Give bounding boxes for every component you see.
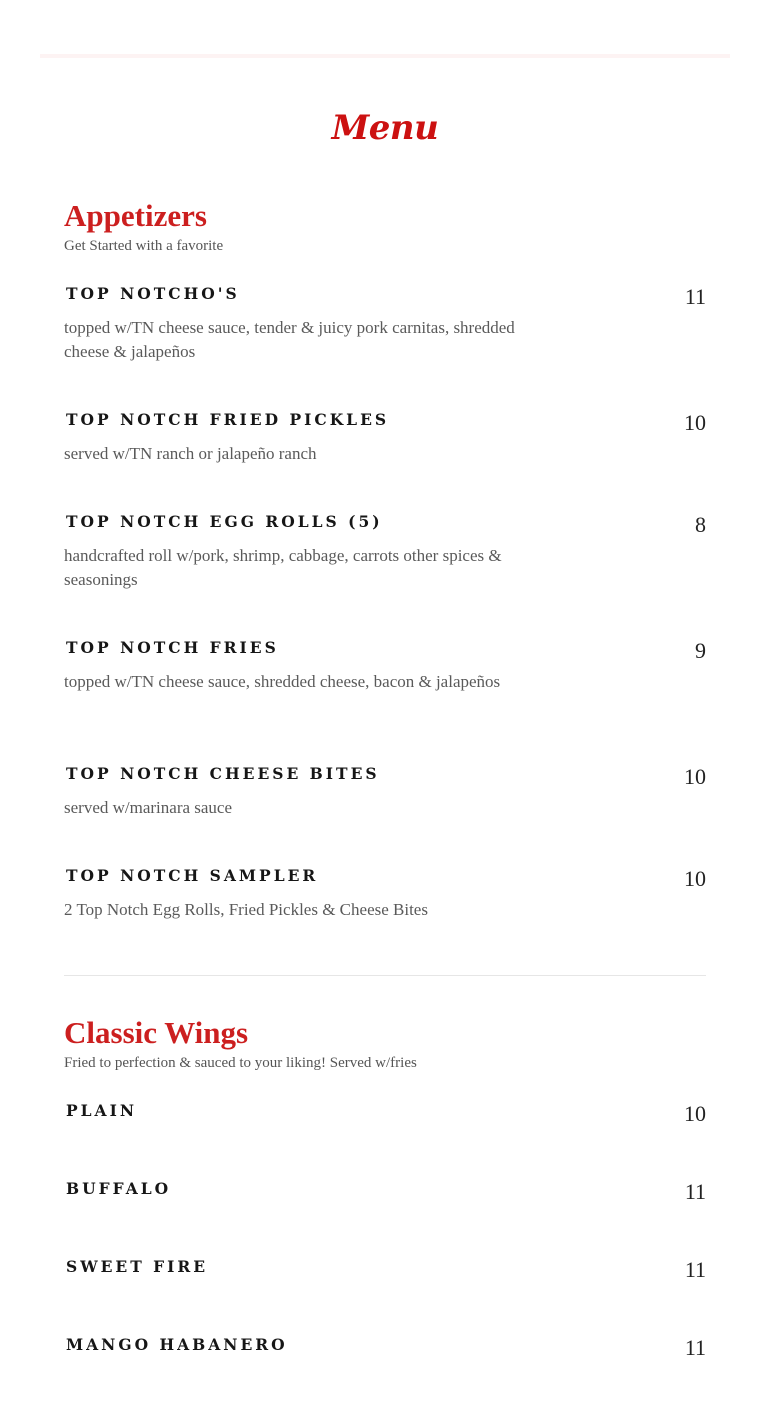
item-description: served w/marinara sauce [64, 798, 233, 817]
item-price: 11 [684, 1179, 706, 1204]
item-price: 9 [695, 638, 706, 663]
item-name: TOP NOTCH FRIES [66, 638, 279, 657]
item-name: TOP NOTCH EGG ROLLS (5) [66, 512, 383, 531]
item-description: topped w/TN cheese sauce, shredded cheese, bacon & jalapeños [64, 672, 501, 691]
item-price: 11 [684, 284, 706, 309]
section-title-appetizers: Appetizers [64, 198, 207, 233]
item-name: MANGO HABANERO [66, 1335, 288, 1354]
item-price: 11 [684, 1335, 706, 1360]
top-divider [40, 54, 730, 58]
item-name: PLAIN [66, 1101, 137, 1120]
section-subtitle-appetizers: Get Started with a favorite [64, 238, 224, 254]
item-description: served w/TN ranch or jalapeño ranch [64, 444, 317, 463]
item-name: BUFFALO [66, 1179, 172, 1198]
item-name: TOP NOTCH CHEESE BITES [66, 764, 380, 783]
item-name: SWEET FIRE [66, 1257, 209, 1276]
item-price: 10 [684, 410, 706, 435]
item-description: handcrafted roll w/pork, shrimp, cabbage, carrots other spices & seasonings [64, 546, 502, 589]
section-subtitle-wings: Fried to perfection & sauced to your liking! Served w/fries [64, 1055, 417, 1071]
section-divider [64, 975, 706, 976]
item-price: 10 [684, 1101, 706, 1126]
item-price: 10 [684, 866, 706, 891]
item-price: 11 [684, 1257, 706, 1282]
section-title-wings: Classic Wings [64, 1015, 249, 1050]
appetizers-section [64, 198, 706, 255]
item-name: TOP NOTCHO'S [66, 284, 240, 303]
item-description: 2 Top Notch Egg Rolls, Fried Pickles & Cheese Bites [64, 900, 428, 919]
menu-title: Menu [331, 108, 439, 148]
item-name: TOP NOTCH FRIED PICKLES [66, 410, 390, 429]
item-price: 10 [684, 764, 706, 789]
item-name: TOP NOTCH SAMPLER [66, 866, 319, 885]
item-price: 8 [695, 512, 706, 537]
item-description: topped w/TN cheese sauce, tender & juicy pork carnitas, shredded cheese & jalapeños [64, 318, 515, 361]
wings-section [64, 1015, 706, 1072]
